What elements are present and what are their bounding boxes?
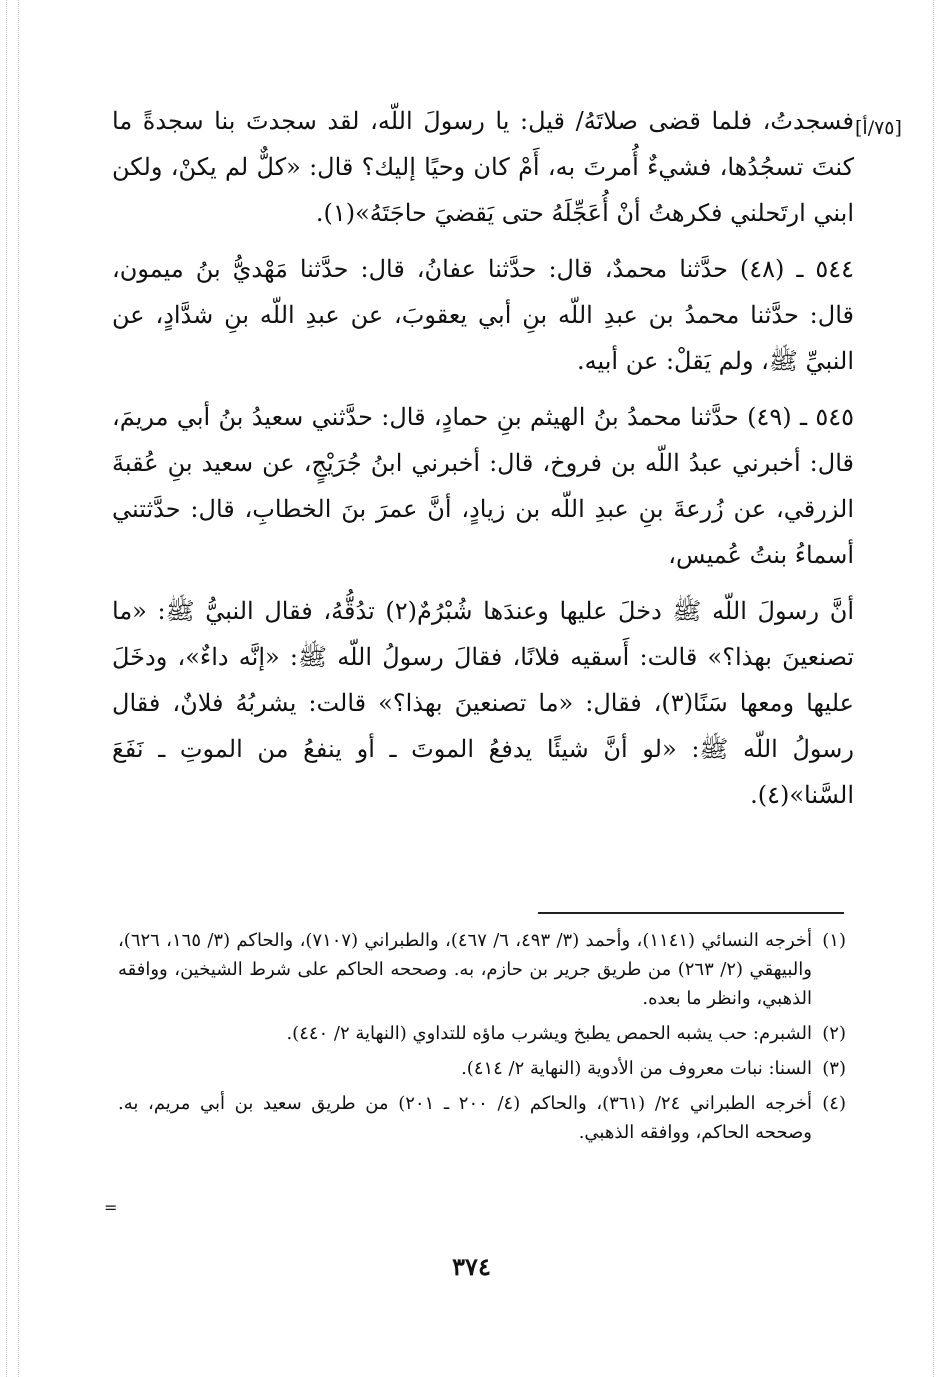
footnote-3 [118,1054,846,1083]
footnote-2 [118,1019,846,1048]
hadith-544: ٥٤٤ ـ (٤٨) حدَّثنا محمدٌ، قال: حدَّثنا عفانُ، قال: حدَّثنا مَهْديُّ بنُ ميمون، قال: حدَّثنا محمدُ بن عبدِ اللّه بنِ أبي يعقوبَ، عن عبدِ اللّه بنِ شدَّادٍ، عن النبيِّ ﷺ، ولم يَقلْ: عن أبيه. [112,255,854,375]
footnote-text: أخرجه الطبراني ٢٤/ (٣٦١)، والحاكم (٤/ ٢٠٠ ـ ٢٠١) من طريق سعيد بن أبي مريم، به. وصححه الحاكم، ووافقه الذهبي. [118,1093,812,1143]
scan-edge-right [933,0,934,1377]
footnote-number: (٣) [822,1058,846,1079]
scan-edge-left [6,0,7,1377]
continuation-mark: = [104,1198,118,1217]
footnote-1 [118,926,846,1013]
footnote-text: أخرجه النسائي (١١٤١)، وأحمد (٣/ ٤٩٣، ٦/ ٤٦٧)، والطبراني (٧١٠٧)، والحاكم (٣/ ١٦٥، ٦٢٦)، والبيهقي (٢/ ٢٦٣) من طريق جرير بن حازم، به. وصححه الحاكم على شرط الشيخين، ووافقه الذهبي، وانظر ما بعده. [118,930,812,1009]
footnote-number: (١) [822,930,846,951]
paragraph-continuation: فسجدتُ، فلما قضى صلاتَهُ/ قيل: يا رسولَ اللّه، لقد سجدتَ بنا سجدةً ما كنتَ تسجُدُها، فشيءٌ أُمرتَ به، أَمْ كان وحيًا إليك؟ قال: «كلٌّ لم يكنْ، ولكن ابني ارتَحلني فكرهتُ أنْ أُعَجِّلَهُ حتى يَقضيَ حاجَتَهُ»(١). [112,107,854,227]
footnote-number: (٤) [822,1093,846,1114]
page-number: ٣٧٤ [452,1252,491,1281]
hadith-545-isnad: ٥٤٥ ـ (٤٩) حدَّثنا محمدُ بنُ الهيثم بنِ حمادٍ، قال: حدَّثني سعيدُ بنُ أبي مريمَ، قال: أخبرني عبدُ اللّه بن فروخ، قال: أخبرني ابنُ جُرَيْجٍ، عن سعيد بنِ عُقبةَ الزرقي، عن زُرعةَ بنِ عبدِ اللّه بن زيادٍ، أنَّ عمرَ بنَ الخطابِ، قال: حدَّثتني أسماءُ بنتُ عُميس، [112,403,855,569]
footnote-text: السنا: نبات معروف من الأدوية (النهاية ٢/ ٤١٤). [461,1058,812,1079]
main-text [112,96,854,828]
footnote-number: (٢) [822,1023,846,1044]
footnote-4 [118,1089,846,1147]
footnote-separator [538,912,844,914]
footnote-text: الشبرم: حب يشبه الحمص يطبخ ويشرب ماؤه للتداوي (النهاية ٢/ ٤٤٠). [286,1023,812,1044]
folio-marker: [٧٥/أ] [855,117,902,139]
scan-edge-left-inner [18,0,19,1377]
hadith-545-matn: أنَّ رسولَ اللّه ﷺ دخلَ عليها وعندَها شُبْرُمٌ(٢) تدُقُّهُ، فقال النبيُّ ﷺ: «ما تصنعينَ بهذا؟» قالت: أَسقيه فلانًا، فقالَ رسولُ اللّه ﷺ: «إنَّه داءٌ»، ودخَلَ عليها ومعها سَنًا(٣)، فقال: «ما تصنعينَ بهذا؟» قالت: يشربُهُ فلانٌ، فقال رسولُ اللّه ﷺ: «لو أنَّ شيئًا يدفعُ الموتَ ـ أو ينفعُ من الموتِ ـ نَفَعَ السَّنا»(٤). [112,597,854,809]
footnotes [118,926,846,1153]
